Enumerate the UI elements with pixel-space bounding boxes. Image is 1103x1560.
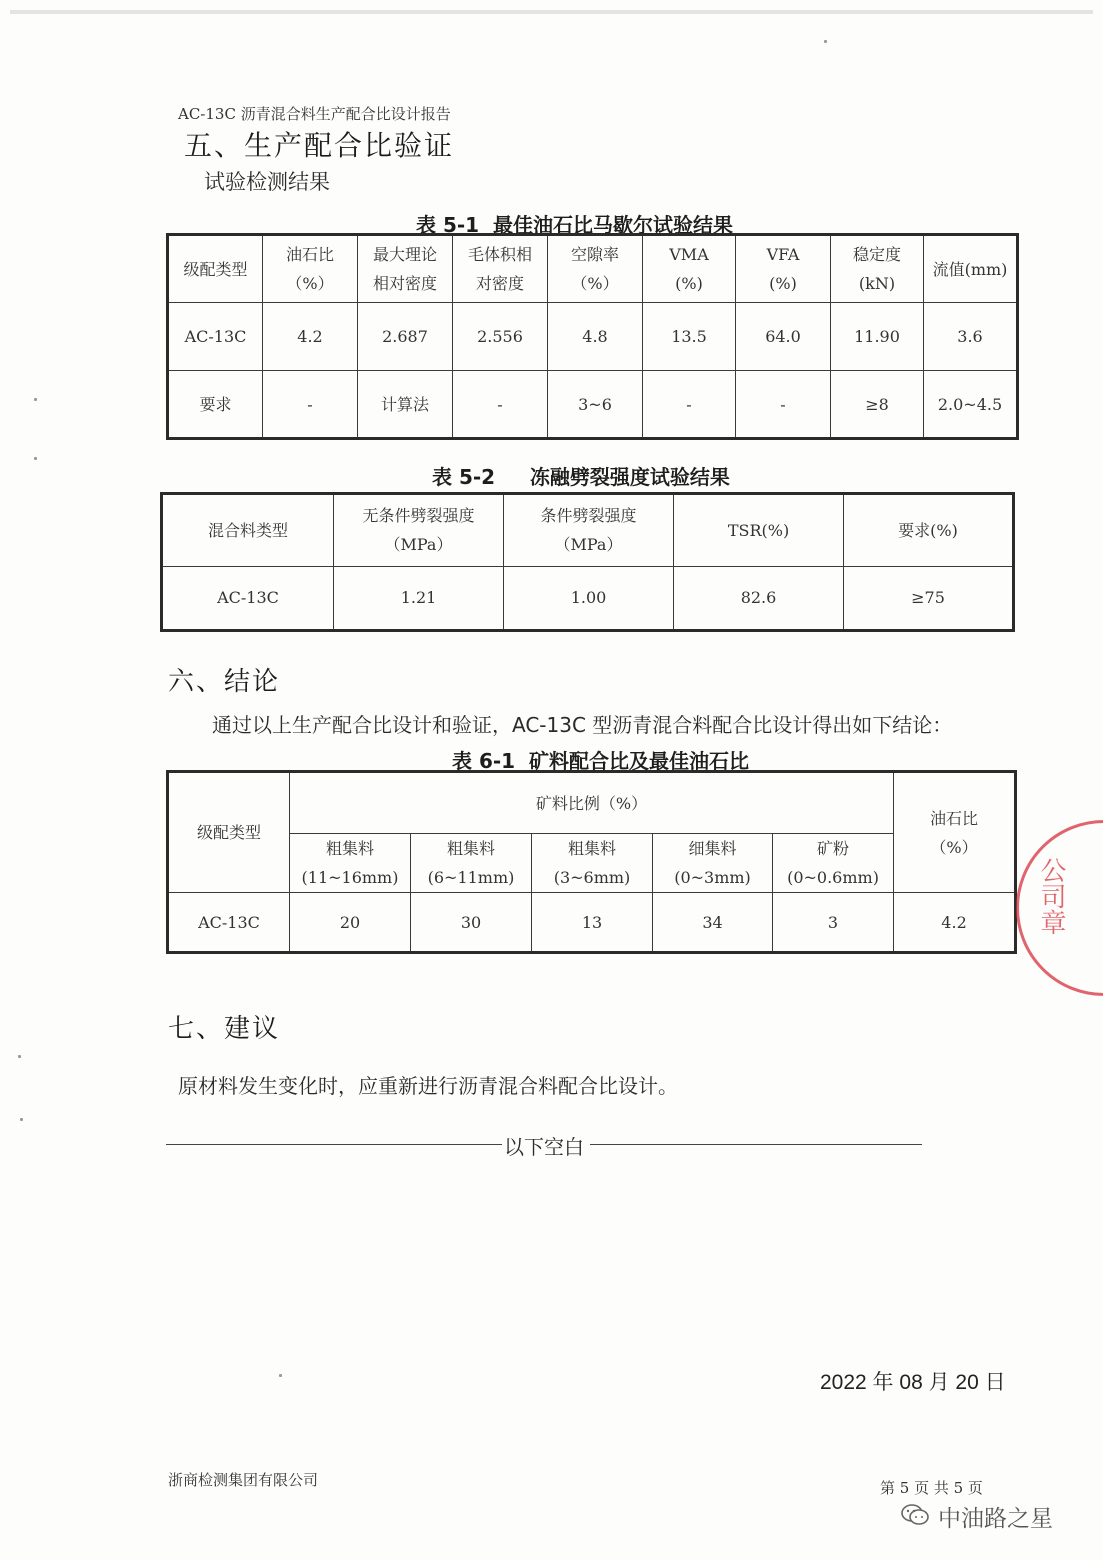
table-row [162,566,1014,630]
scan-speck [279,1374,282,1377]
scan-speck [18,1055,21,1058]
table-cell: - [263,371,358,439]
header-cell: 细集料 (0~3mm) [653,834,773,893]
marshall-test-table [166,233,1019,440]
section7-text: 原材料发生变化时，应重新进行沥青混合料配合比设计。 [178,1074,678,1098]
freeze-thaw-table [160,492,1015,632]
header-cell: 粗集料 (11~16mm) [290,834,411,893]
table-cell: 20 [290,893,411,953]
table-cell: 4.2 [263,303,358,371]
table-row [168,371,1018,439]
scan-speck [20,1118,23,1121]
header-cell: 矿料比例（%） [290,772,894,834]
report-header: AC-13C 沥青混合料生产配合比设计报告 [178,105,451,123]
table51-caption: 表 5-1 最佳油石比马歇尔试验结果 [416,213,734,237]
table-cell: AC-13C [168,303,263,371]
wechat-icon [900,1502,930,1532]
table-cell: 82.6 [674,566,844,630]
table-cell: 2.0~4.5 [924,371,1018,439]
header-cell: 粗集料 (6~11mm) [411,834,532,893]
header-cell: 毛体积相 对密度 [453,235,548,303]
table-header-row [162,494,1014,567]
header-cell: 最大理论 相对密度 [358,235,453,303]
table-cell: - [736,371,831,439]
header-cell: 油石比 （%） [894,772,1016,893]
header-cell: 油石比 （%） [263,235,358,303]
table-cell: 1.00 [504,566,674,630]
header-cell: 级配类型 [168,772,290,893]
table-cell: 4.2 [894,893,1016,953]
blank-label: 以下空白 [504,1135,584,1159]
table-cell: 1.21 [334,566,504,630]
header-cell: VFA (%) [736,235,831,303]
header-cell: 级配类型 [168,235,263,303]
page-number: 第 5 页 共 5 页 [880,1479,983,1497]
table52-caption: 表 5-2 冻融劈裂强度试验结果 [432,465,730,489]
blank-rule-left [166,1144,502,1145]
table-cell: 3~6 [548,371,643,439]
header-cell: 无条件劈裂强度 （MPa） [334,494,504,567]
scan-speck [824,40,827,43]
table-cell: ≥75 [844,566,1014,630]
table-cell: 13.5 [643,303,736,371]
table-cell: 30 [411,893,532,953]
table-cell: 3.6 [924,303,1018,371]
table-header-row [168,235,1018,303]
table-cell: 要求 [168,371,263,439]
table-cell: AC-13C [162,566,334,630]
table-cell: ≥8 [831,371,924,439]
blank-rule-right [590,1144,922,1145]
header-cell: TSR(%) [674,494,844,567]
header-cell: 粗集料 (3~6mm) [532,834,653,893]
table61-caption: 表 6-1 矿料配合比及最佳油石比 [452,749,750,773]
header-cell: 条件劈裂强度 （MPa） [504,494,674,567]
company-seal [1016,820,1103,996]
section5-title: 五、生产配合比验证 [184,129,455,162]
table-subheader-row [168,834,1016,893]
header-cell: 空隙率 （%） [548,235,643,303]
table-cell: 11.90 [831,303,924,371]
header-cell: 矿粉 (0~0.6mm) [773,834,894,893]
section6-text: 通过以上生产配合比设计和验证，AC-13C 型沥青混合料配合比设计得出如下结论： [212,713,953,737]
table-cell: 64.0 [736,303,831,371]
table-row [168,893,1016,953]
table-cell: AC-13C [168,893,290,953]
scan-speck [34,457,37,460]
header-cell: 要求(%) [844,494,1014,567]
table-cell: 13 [532,893,653,953]
scan-speck [34,398,37,401]
table-cell: - [643,371,736,439]
header-cell: 流值(mm) [924,235,1018,303]
scan-edge [10,10,1093,14]
table-row [168,303,1018,371]
table-cell: 2.556 [453,303,548,371]
table-cell: 计算法 [358,371,453,439]
header-cell: 稳定度 (kN) [831,235,924,303]
table-header-row [168,772,1016,834]
watermark-text: 中油路之星 [938,1506,1053,1532]
table-cell: - [453,371,548,439]
section7-title: 七、建议 [168,1014,281,1044]
seal-lettering: 公司章 [1036,857,1066,935]
table-cell: 3 [773,893,894,953]
header-cell: 混合料类型 [162,494,334,567]
footer-company: 浙商检测集团有限公司 [168,1471,319,1489]
table-cell: 34 [653,893,773,953]
aggregate-ratio-table [166,770,1017,954]
table-cell: 4.8 [548,303,643,371]
watermark [900,1500,1053,1533]
section5-subtitle: 试验检测结果 [204,170,330,194]
table-cell: 2.687 [358,303,453,371]
section6-title: 六、结论 [168,667,281,697]
report-date: 2022 年 08 月 20 日 [820,1371,1006,1394]
header-cell: VMA (%) [643,235,736,303]
